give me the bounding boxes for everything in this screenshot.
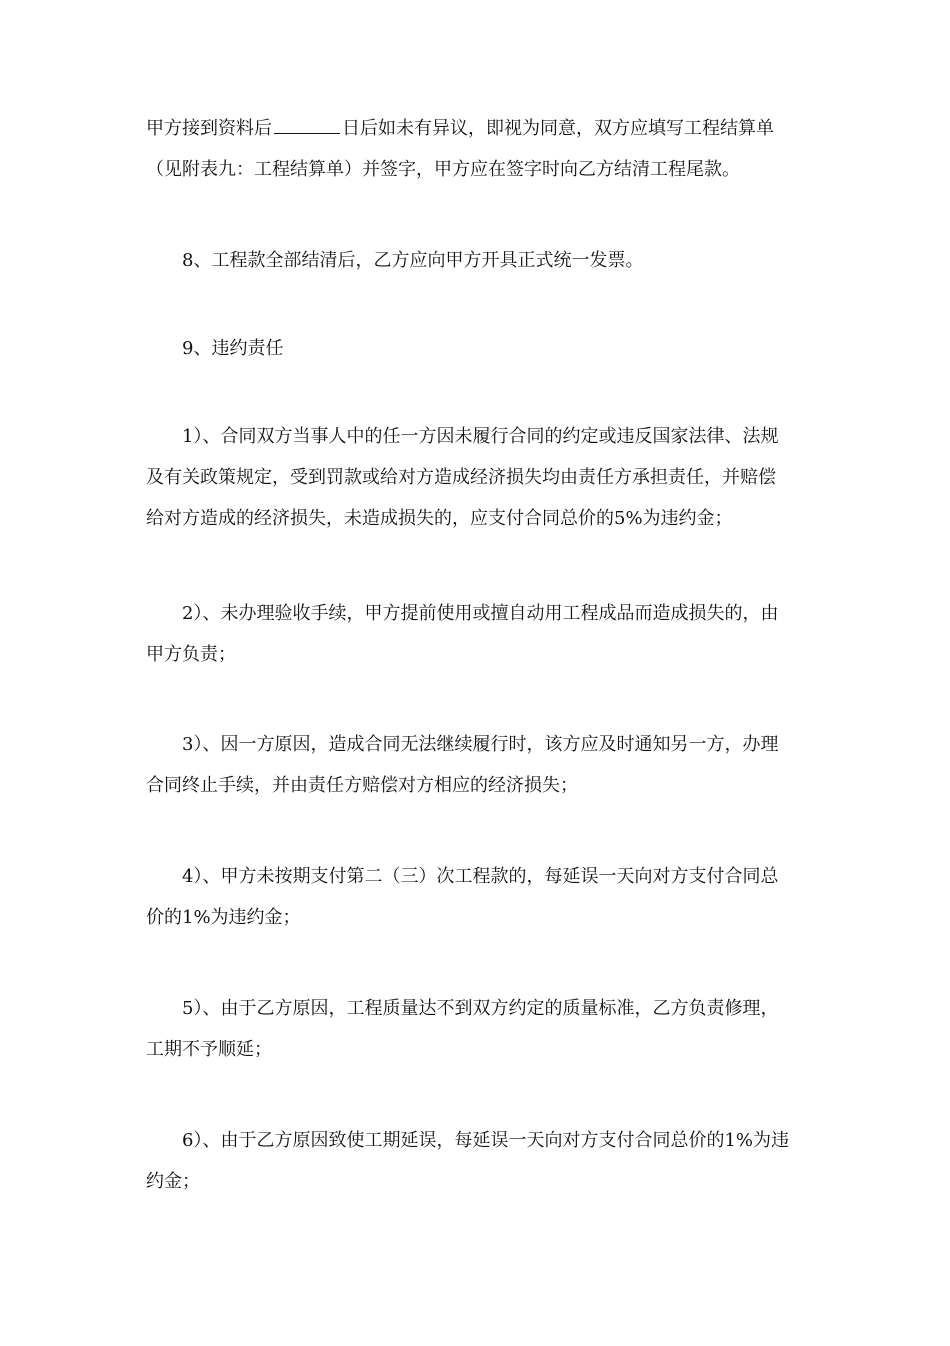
paragraph-clause-9-6 [146, 1120, 816, 1202]
text-line: 5）、由于乙方原因，工程质量达不到双方约定的质量标准，乙方负责修理， [182, 998, 779, 1019]
paragraph-clause-9-2 [146, 593, 816, 675]
text-after-blank: 日后如未有异议，即视为同意，双方应填写工程结算单 [342, 118, 774, 139]
text-line [146, 108, 816, 149]
paragraph-clause-8 [146, 240, 816, 281]
paragraph-settlement [146, 108, 816, 190]
text-line: 4）、甲方未按期支付第二（三）次工程款的，每延误一天向对方支付合同总 [182, 866, 779, 887]
text-line: 工期不予顺延； [146, 1039, 272, 1060]
paragraph-clause-9-5 [146, 988, 816, 1070]
text-line: 给对方造成的经济损失，未造成损失的，应支付合同总价的5%为违约金； [146, 508, 733, 529]
text-line: 约金； [146, 1171, 200, 1192]
text-line: 3）、因一方原因，造成合同无法继续履行时，该方应及时通知另一方，办理 [182, 734, 779, 755]
text-line: 2）、未办理验收手续，甲方提前使用或擅自动用工程成品而造成损失的，由 [182, 603, 779, 624]
paragraph-clause-9-3 [146, 724, 816, 806]
fill-in-blank [274, 117, 340, 134]
paragraph-clause-9-heading [146, 328, 816, 369]
text-line: 8、工程款全部结清后，乙方应向甲方开具正式统一发票。 [182, 250, 644, 271]
paragraph-clause-9-1 [146, 416, 816, 539]
text-line: （见附表九：工程结算单）并签字，甲方应在签字时向乙方结清工程尾款。 [146, 159, 740, 180]
text-line: 甲方负责； [146, 644, 236, 665]
text-line: 及有关政策规定，受到罚款或给对方造成经济损失均由责任方承担责任，并赔偿 [146, 467, 776, 488]
text-line: 合同终止手续，并由责任方赔偿对方相应的经济损失； [146, 775, 578, 796]
paragraph-clause-9-4 [146, 856, 816, 938]
text-line: 9、违约责任 [182, 338, 284, 359]
text-line: 6）、由于乙方原因致使工期延误，每延误一天向对方支付合同总价的1%为违 [182, 1130, 790, 1151]
text-line: 价的1%为违约金； [146, 907, 301, 928]
text-line: 1）、合同双方当事人中的任一方因未履行合同的约定或违反国家法律、法规 [182, 426, 779, 447]
text-before-blank: 甲方接到资料后 [146, 118, 272, 139]
